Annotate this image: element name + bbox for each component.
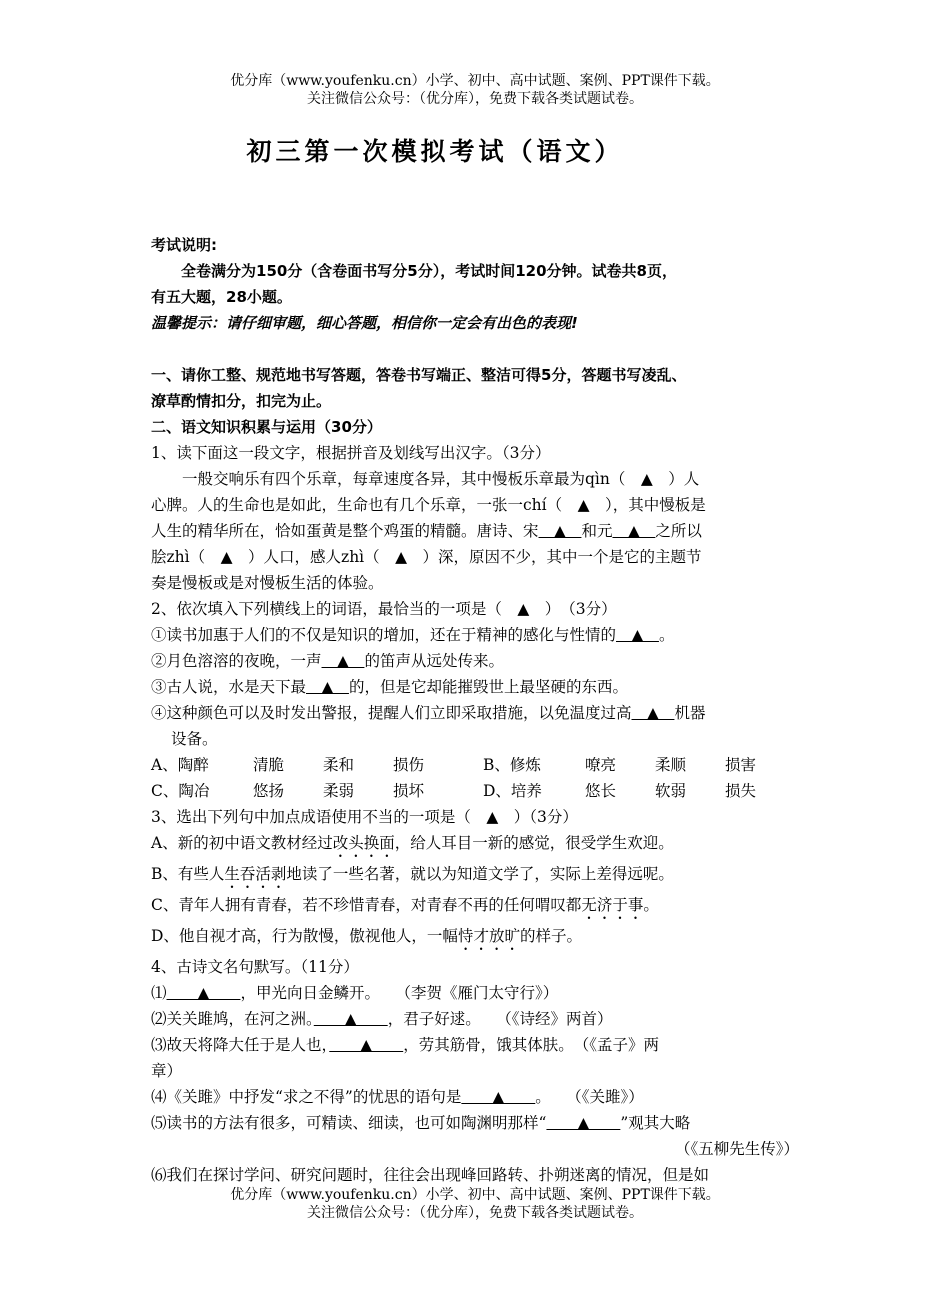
- q4-item-5: ⑸读书的方法有很多，可精读、细读，也可如陶渊明那样“ ▲ ”观其大略: [151, 1114, 691, 1132]
- q1-stem: 1、读下面这一段文字，根据拼音及划线写出汉字。（3分）: [151, 444, 551, 462]
- q4-item-5-source: （《五柳先生传》）: [674, 1140, 799, 1158]
- page-footer: [0, 1186, 950, 1222]
- option-item: 清脆: [253, 756, 285, 774]
- option-item: 柔弱: [323, 782, 355, 800]
- answer-blank: ▲: [313, 1010, 388, 1028]
- option-item: 损伤: [393, 756, 425, 774]
- q2-options-row-1: [151, 752, 799, 778]
- answer-blank: ▲: [631, 704, 675, 722]
- option-item: B、修炼: [483, 756, 541, 774]
- q2-options-row-2: [151, 778, 799, 804]
- q2-sentence-3: ③古人说，水是天下最 ▲ 的，但是它却能摧毁世上最坚硬的东西。: [151, 678, 628, 696]
- answer-blank: ▲: [329, 1036, 404, 1054]
- answer-blank: ▲: [546, 1114, 621, 1132]
- q4-item-3-cont: 章）: [151, 1062, 183, 1080]
- dotted-idiom: 恃才放旷: [457, 927, 520, 945]
- option-item: 柔顺: [655, 756, 687, 774]
- q1-line-1: 一般交响乐有四个乐章，每章速度各异，其中慢板乐章最为qìn（ ▲ ）人: [182, 470, 700, 488]
- q3-option-a: A、新的初中语文教材经过改头换面，给人耳目一新的感觉，很受学生欢迎。: [151, 834, 674, 852]
- instructions-text-a: 全卷满分为150分（含卷面书写分5分），考试时间120分钟。试卷共8页，: [181, 262, 677, 280]
- q2-sentence-4: ④这种颜色可以及时发出警报，提醒人们立即采取措施，以免温度过高 ▲ 机器: [151, 704, 706, 722]
- option-item: 损坏: [393, 782, 425, 800]
- answer-blank: ▲: [306, 678, 349, 696]
- footer-line-1: 优分库（www.youfenku.cn）小学、初中、高中试题、案例、PPT课件下载。: [230, 1187, 720, 1203]
- option-item: 软弱: [655, 782, 687, 800]
- answer-blank: ▲: [612, 522, 656, 540]
- option-item: D、培养: [483, 782, 542, 800]
- answer-blank: ▲: [538, 522, 582, 540]
- q4-item-6: ⑹我们在探讨学问、研究问题时，往往会出现峰回路转、扑朔迷离的情况，但是如: [151, 1166, 710, 1184]
- section2-heading: 二、语文知识积累与运用（30分）: [151, 418, 382, 436]
- option-item: 悠长: [585, 782, 617, 800]
- q4-item-1: ⑴ ▲ ，甲光向日金鳞开。 （李贺《雁门太守行》）: [151, 984, 559, 1002]
- q3-option-b: B、有些人生吞活剥地读了一些名著，就以为知道文学了，实际上差得远呢。: [151, 865, 674, 883]
- q3-option-c: C、青年人拥有青春，若不珍惜青春，对青春不再的任何喟叹都无济于事。: [151, 896, 659, 914]
- q2-sentence-2: ②月色溶溶的夜晚，一声 ▲ 的笛声从远处传来。: [151, 652, 504, 670]
- q1-line-5: 奏是慢板或是对慢板生活的体验。: [151, 574, 384, 592]
- instructions-tip: 温馨提示：请仔细审题，细心答题，相信你一定会有出色的表现!: [151, 314, 578, 332]
- q3-option-d: D、他自视才高，行为散慢，傲视他人，一幅恃才放旷的样子。: [151, 927, 582, 945]
- q2-sentence-4-cont: 设备。: [171, 730, 218, 748]
- answer-blank: ▲: [166, 984, 241, 1002]
- q4-item-3: ⑶故天将降大任于是人也， ▲ ，劳其筋骨，饿其体肤。 （《孟子》两: [151, 1036, 659, 1054]
- q1-line-3: 人生的精华所在，恰如蛋黄是整个鸡蛋的精髓。唐诗、宋 ▲ 和元 ▲ 之所以: [151, 522, 702, 540]
- q2-stem: 2、依次填入下列横线上的词语，最恰当的一项是（ ▲ ） （3分）: [151, 600, 617, 618]
- header-line-2: 关注微信公众号：（优分库），免费下载各类试题试卷。: [307, 91, 643, 107]
- q3-stem: 3、选出下列句中加点成语使用不当的一项是（ ▲ ）（3分）: [151, 808, 578, 826]
- answer-blank: ▲: [616, 626, 659, 644]
- answer-blank: ▲: [321, 652, 365, 670]
- header-line-1: 优分库（www.youfenku.cn）小学、初中、高中试题、案例、PPT课件下载。: [230, 73, 720, 89]
- q4-item-4: ⑷《关雎》中抒发“求之不得”的忧思的语句是 ▲ 。 （《关雎》）: [151, 1088, 644, 1106]
- option-item: 嘹亮: [585, 756, 617, 774]
- instructions-label: 考试说明:: [151, 236, 217, 254]
- dotted-idiom: 生吞活剥: [224, 865, 287, 883]
- dotted-idiom: 无济于事: [581, 896, 644, 914]
- instructions-text-b: 有五大题，28小题。: [151, 288, 292, 306]
- q4-stem: 4、古诗文名句默写。（11分）: [151, 958, 359, 976]
- section1-line-a: 一、请你工整、规范地书写答题，答卷书写端正、整洁可得5分，答题书写凌乱、: [151, 366, 687, 384]
- option-item: A、陶醉: [151, 756, 209, 774]
- q1-line-4: 脍zhì（ ▲ ）人口，感人zhì（ ▲ ）深，原因不少，其中一个是它的主题节: [151, 548, 702, 566]
- footer-line-2: 关注微信公众号：（优分库），免费下载各类试题试卷。: [307, 1205, 643, 1221]
- q2-sentence-1: ①读书加惠于人们的不仅是知识的增加，还在于精神的感化与性情的 ▲ 。: [151, 626, 675, 644]
- section1-line-b: 潦草酌情扣分，扣完为止。: [151, 392, 332, 410]
- q1-line-2: 心脾。人的生命也是如此，生命也有几个乐章，一张一chí（ ▲ ），其中慢板是: [151, 496, 706, 514]
- option-item: 悠扬: [253, 782, 285, 800]
- option-item: 损害: [725, 756, 757, 774]
- exam-title: 初三第一次模拟考试（语文）: [246, 137, 624, 166]
- answer-blank: ▲: [461, 1088, 536, 1106]
- option-item: 损失: [725, 782, 757, 800]
- page-header: [0, 72, 950, 108]
- dotted-idiom: 改头换面: [332, 834, 395, 852]
- q4-item-2: ⑵关关雎鸠，在河之洲。 ▲ ，君子好逑。 （《诗经》两首）: [151, 1010, 613, 1028]
- option-item: 柔和: [323, 756, 355, 774]
- option-item: C、陶冶: [151, 782, 210, 800]
- exam-body: [151, 232, 799, 1188]
